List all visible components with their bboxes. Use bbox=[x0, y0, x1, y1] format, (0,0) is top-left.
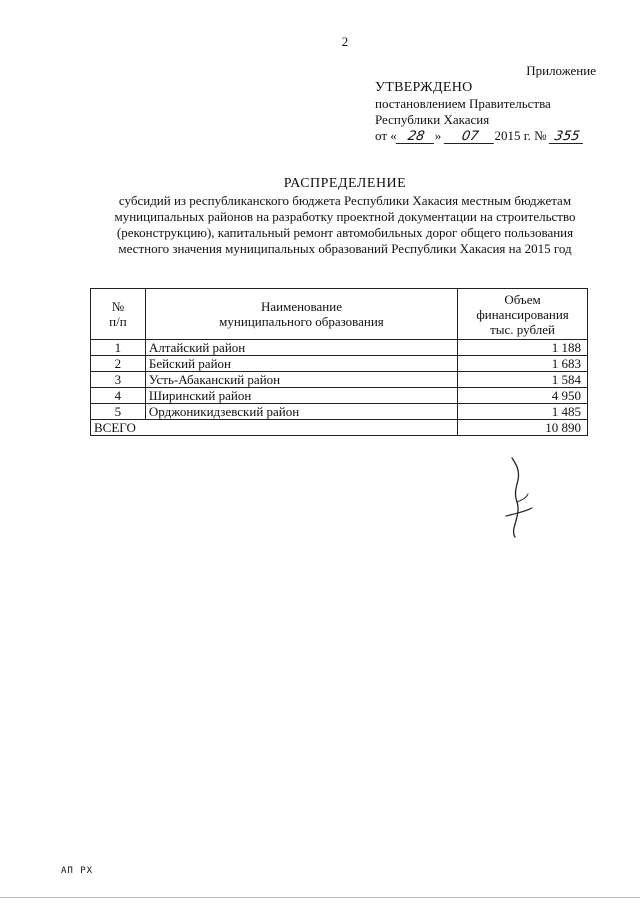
year-text: 2015 г. bbox=[494, 128, 531, 143]
header-number-line-1: № bbox=[111, 299, 125, 314]
header-volume-line-3: тыс. рублей bbox=[490, 321, 555, 337]
total-label: ВСЕГО bbox=[91, 420, 458, 436]
header-name-line-1: Наименование bbox=[260, 299, 342, 314]
header-volume-line-2: финансирования bbox=[476, 306, 569, 322]
handwritten-month: 07 bbox=[443, 130, 495, 144]
bottom-rule bbox=[0, 897, 640, 898]
date-mid: » bbox=[434, 128, 442, 143]
header-number bbox=[91, 289, 146, 340]
row-name: Бейский район bbox=[145, 356, 457, 372]
row-value: 1 683 bbox=[458, 356, 588, 372]
approval-block bbox=[375, 80, 584, 144]
table-row bbox=[91, 340, 588, 356]
row-name: Алтайский район bbox=[145, 340, 457, 356]
header-volume-line-1: Объем bbox=[504, 291, 541, 307]
row-name: Усть-Абаканский район bbox=[145, 372, 457, 388]
page-number: 2 bbox=[341, 34, 349, 49]
document-title: РАСПРЕДЕЛЕНИЕ bbox=[283, 176, 407, 191]
header-name-line-2: муниципального образования bbox=[219, 314, 384, 329]
row-number: 4 bbox=[91, 388, 146, 404]
approval-line-1: постановлением Правительства bbox=[375, 96, 551, 111]
row-number: 1 bbox=[91, 340, 146, 356]
row-value: 4 950 bbox=[458, 388, 588, 404]
table-total-row bbox=[91, 420, 588, 436]
appendix-label: Приложение bbox=[526, 63, 596, 78]
row-number: 5 bbox=[91, 404, 146, 420]
row-number: 2 bbox=[91, 356, 146, 372]
table-row bbox=[91, 388, 588, 404]
approval-line-2: Республики Хакасия bbox=[375, 112, 490, 127]
number-sign: № bbox=[534, 128, 547, 143]
header-number-line-2: п/п bbox=[109, 314, 127, 329]
table-row bbox=[91, 356, 588, 372]
row-value: 1 188 bbox=[458, 340, 588, 356]
row-value: 1 485 bbox=[458, 404, 588, 420]
handwritten-number: 355 bbox=[549, 130, 585, 144]
row-value: 1 584 bbox=[458, 372, 588, 388]
header-volume bbox=[458, 289, 588, 340]
row-name: Орджоникидзевский район bbox=[145, 404, 457, 420]
document-subtitle: субсидий из республиканского бюджета Республики Хакасия местным бюджетам муниципальных районов на разработку проектной документации на строительство (реконструкцию), капитальный ремонт автомобильных дорог общего пользования местного значения муниципальных образований Республики Хакасия на 2015 год bbox=[114, 193, 576, 256]
handwritten-day: 28 bbox=[396, 130, 436, 144]
row-name: Ширинский район bbox=[145, 388, 457, 404]
header-name bbox=[145, 289, 457, 340]
handwritten-signature bbox=[500, 454, 540, 538]
total-value: 10 890 bbox=[458, 420, 588, 436]
date-prefix: от « bbox=[375, 128, 397, 143]
row-number: 3 bbox=[91, 372, 146, 388]
table-row bbox=[91, 372, 588, 388]
footer-mark: АП РХ bbox=[61, 866, 94, 876]
table-row bbox=[91, 404, 588, 420]
approval-date-line bbox=[375, 128, 584, 144]
table-header-row bbox=[91, 289, 588, 340]
distribution-table bbox=[90, 288, 588, 436]
approved-heading: УТВЕРЖДЕНО bbox=[375, 80, 473, 95]
